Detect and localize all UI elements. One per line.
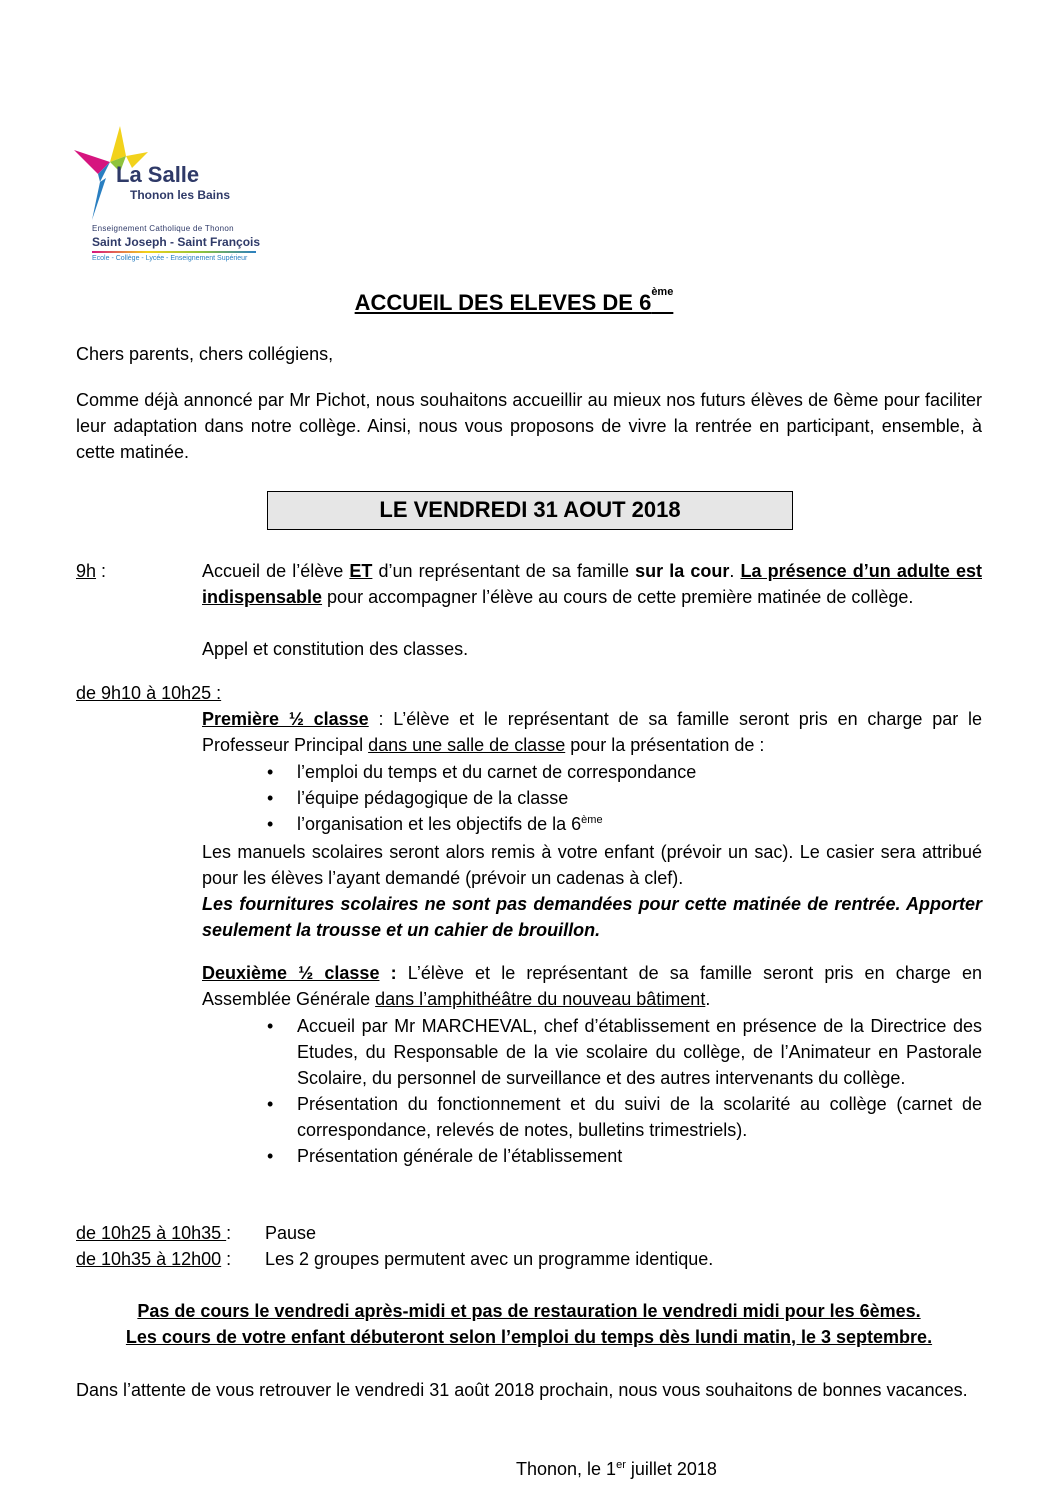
list-item-text: Présentation du fonctionnement et du suivi de la scolarité au collège (carnet de correspondance, relevés de notes, bulletins trimestriels). — [297, 1094, 982, 1140]
s9h-p4: pour accompagner l’élève au cours de cette première matinée de collège. — [322, 587, 914, 607]
s9h-indispensable: La présence d’un adulte est indispensable — [202, 561, 982, 607]
date-box: LE VENDREDI 31 AOUT 2018 — [267, 491, 793, 530]
list-item: • l’équipe pédagogique de la classe — [267, 788, 569, 808]
list-item: • l’emploi du temps et du carnet de correspondance — [267, 762, 697, 782]
signature-pre: Thonon, le 1 — [516, 1459, 617, 1479]
list-item: • l’organisation et les objectifs de la 6ème — [267, 814, 603, 834]
signature-sup: er — [616, 1459, 626, 1471]
list-item-text: l’emploi du temps et du carnet de correspondance — [297, 762, 697, 782]
list-item: • Présentation générale de l’établissement — [267, 1146, 623, 1166]
first-half-room: dans une salle de classe — [368, 735, 566, 755]
second-half-list — [267, 1013, 982, 1169]
time-pause-colon: : — [226, 1223, 232, 1243]
section-9h-text — [202, 558, 982, 610]
second-half-text — [202, 960, 982, 1012]
second-half-colon: : — [379, 963, 397, 983]
logo — [70, 122, 270, 272]
time-swap-colon: : — [221, 1249, 232, 1269]
pause-text: Pause — [265, 1223, 317, 1243]
first-half-b: pour la présentation de : — [565, 735, 765, 755]
list-item: • Accueil par Mr MARCHEVAL, chef d’établissement en présence de la Directrice des Etudes, du Responsable de la vie scolaire du collège, de l’Animateur en Pastorale Scolaire, du personnel de surveillance et des autres intervenants du collège. — [267, 1016, 982, 1088]
manuals-paragraph: Les manuels scolaires seront alors remis à votre enfant (prévoir un sac). Le casier sera attribué pour les élèves l’ayant demandé (prévoir un cadenas à clef). — [202, 842, 982, 888]
time-swap — [76, 1246, 231, 1272]
second-half-a: L’élève et le représentant de sa famille seront pris en charge en Assemblée Générale — [202, 963, 982, 1009]
page-title-sup: ème — [651, 286, 674, 298]
list-item-sup: ème — [581, 814, 603, 826]
s9h-p1: Accueil de l’élève — [202, 561, 350, 581]
notice-line-1: Pas de cours le vendredi après-midi et pas de restauration le vendredi midi pour les 6èmes. — [137, 1301, 921, 1321]
page-title-text: ACCUEIL DES ELEVES DE 6 — [354, 290, 652, 315]
supplies-paragraph: Les fournitures scolaires ne sont pas demandées pour cette matinée de rentrée. Apporter seulement la trousse et un cahier de brouillon. — [202, 894, 982, 940]
time-9h10: de 9h10 à 10h25 : — [76, 683, 222, 703]
time-9h-colon: : — [96, 561, 107, 581]
second-half-label: Deuxième ½ classe — [202, 963, 380, 983]
first-half-a: : L’élève et le représentant de sa famille seront pris en charge par le Professeur Principal — [202, 709, 983, 755]
time-9h — [76, 558, 106, 584]
greeting: Chers parents, chers collégiens, — [76, 344, 334, 364]
s9h-line2: Appel et constitution des classes. — [202, 639, 469, 659]
first-half-text — [202, 706, 982, 758]
s9h-cour: sur la cour — [635, 561, 730, 581]
s9h-p2: d’un représentant de sa famille — [372, 561, 636, 581]
list-item-text: l’organisation et les objectifs de la 6 — [297, 814, 582, 834]
logo-levels: Ecole - Collège - Lycée - Enseignement Supérieur — [92, 255, 248, 262]
closing-paragraph: Dans l’attente de vous retrouver le vendredi 31 août 2018 prochain, nous vous souhaitons de bonnes vacances. — [76, 1380, 968, 1400]
list-item-text: l’équipe pédagogique de la classe — [297, 788, 569, 808]
list-item-text: Accueil par Mr MARCHEVAL, chef d’établissement en présence de la Directrice des Etudes, du Responsable de la vie scolaire du collège, de l’Animateur en Pastorale Scolaire, du personnel de surveillance et des autres intervenants du collège. — [297, 1016, 982, 1088]
list-item: • Présentation du fonctionnement et du suivi de la scolarité au collège (carnet de correspondance, relevés de notes, bulletins trimestriels). — [267, 1094, 982, 1140]
logo-divider — [92, 251, 256, 253]
first-half-list — [267, 759, 982, 837]
signature-date — [516, 1456, 717, 1482]
time-swap-label: de 10h35 à 12h00 — [76, 1249, 222, 1269]
intro-paragraph: Comme déjà annoncé par Mr Pichot, nous souhaitons accueillir au mieux nos futurs élèves de 6ème pour faciliter leur adaptation dans notre collège. Ainsi, nous vous proposons de vivre la rentrée en participant, ensemble, à cette matinée. — [76, 390, 982, 462]
notice-line-2: Les cours de votre enfant débuteront selon l’emploi du temps dès lundi matin, le 3 septembre. — [125, 1327, 933, 1347]
signature-post: juillet 2018 — [625, 1459, 717, 1479]
list-item-text: Présentation générale de l’établissement — [297, 1146, 623, 1166]
first-half-label: Première ½ classe — [202, 709, 369, 729]
second-half-b: . — [705, 989, 711, 1009]
page-title — [0, 286, 1058, 316]
notice — [0, 1298, 1058, 1350]
time-pause — [76, 1220, 231, 1246]
second-half-room: dans l’amphithéâtre du nouveau bâtiment — [375, 989, 706, 1009]
s9h-et: ET — [349, 561, 373, 581]
logo-schools: Saint Joseph - Saint François — [92, 235, 261, 249]
logo-city: Thonon les Bains — [130, 188, 231, 202]
time-pause-label: de 10h25 à 10h35 — [76, 1223, 227, 1243]
swap-text: Les 2 groupes permutent avec un programme identique. — [265, 1249, 714, 1269]
logo-org: Enseignement Catholique de Thonon — [92, 224, 234, 233]
s9h-p3: . — [729, 561, 741, 581]
logo-name: La Salle — [116, 162, 200, 187]
time-9h-label: 9h — [76, 561, 97, 581]
